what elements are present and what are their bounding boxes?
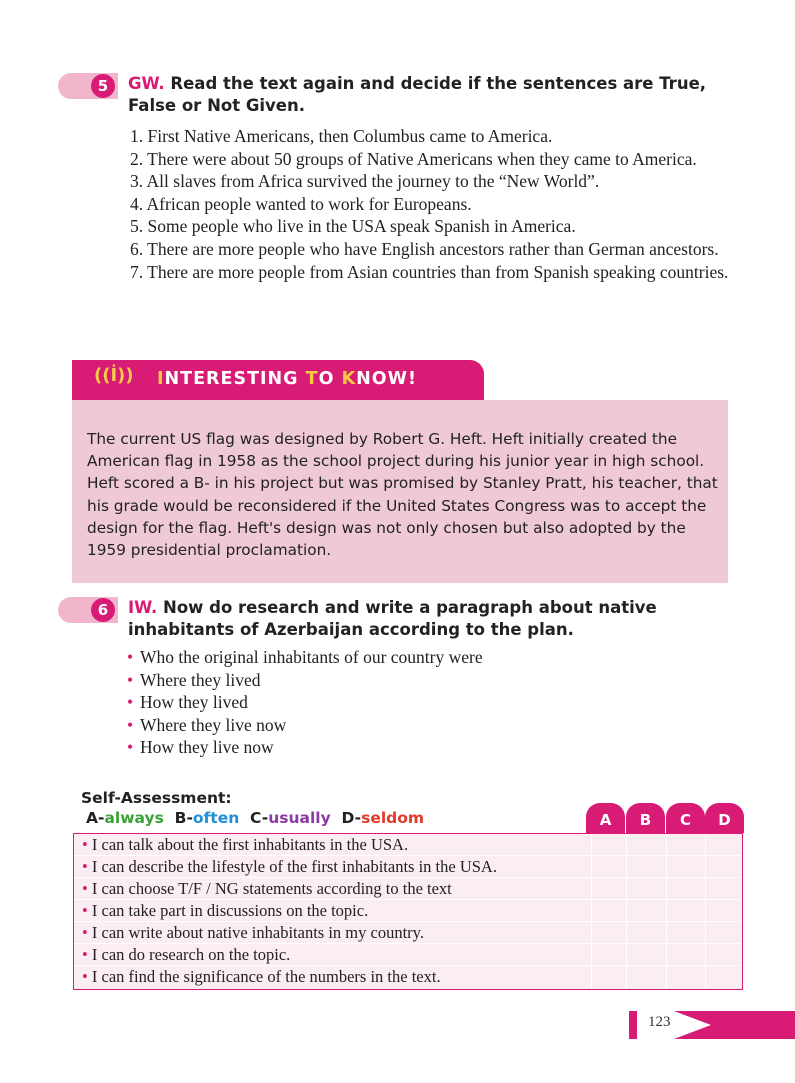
exercise-title [128, 597, 738, 641]
column-header-d: D [705, 803, 744, 833]
statement-item: 3. All slaves from Africa survived the journey to the “New World”. [130, 171, 600, 192]
exercise-tag: GW. [128, 74, 165, 93]
exercise-instruction: Read the text again and decide if the sentences are True, False or Not Given. [128, 74, 707, 115]
table-row: • I can take part in discussions on the topic. [74, 900, 741, 922]
plan-list [127, 646, 727, 759]
interesting-to-know-title: INTERESTING TO KNOW! [157, 369, 417, 389]
statement-item: 4. African people wanted to work for Europeans. [130, 193, 472, 214]
page-marker-bar [629, 1011, 637, 1039]
statement-item: 5. Some people who live in the USA speak Spanish in America. [130, 216, 576, 237]
exercise-instruction: Now do research and write a paragraph about native inhabitants of Azerbaijan according to the plan. [128, 598, 657, 639]
self-assessment-legend: A-always B-often C-usually D-seldom [86, 809, 425, 827]
table-row: • I can describe the lifestyle of the first inhabitants in the USA. [74, 856, 741, 878]
statement-cell: I can do research on the topic. [91, 945, 291, 964]
exercise-tag: IW. [128, 598, 158, 617]
table-row: • I can find the significance of the numbers in the text. [82, 967, 441, 986]
column-header-a: A [586, 803, 625, 833]
table-row: • I can talk about the first inhabitants in the USA. [74, 834, 741, 856]
statement-cell: I can choose T/F / NG statements according to the text [91, 879, 452, 898]
table-row: • I can write about native inhabitants in my country. [74, 922, 741, 944]
exercise-title [128, 73, 738, 117]
statement-cell: I can talk about the first inhabitants in the USA. [91, 835, 409, 854]
table-row: • I can choose T/F / NG statements according to the text [74, 878, 741, 900]
statement-cell: I can describe the lifestyle of the first inhabitants in the USA. [91, 857, 497, 876]
self-assessment-table [73, 833, 743, 990]
signal-icon: ((İ)) [94, 365, 134, 386]
table-row: • I can do research on the topic. [74, 944, 741, 966]
statement-item: 7. There are more people from Asian countries than from Spanish speaking countries. [130, 261, 729, 282]
self-assessment-title: Self-Assessment: [81, 789, 232, 807]
exercise-5-header [58, 73, 738, 117]
exercise-number-badge: 5 [91, 74, 115, 98]
exercise-6-header [58, 597, 738, 641]
statements-list [130, 125, 730, 283]
statement-cell: I can write about native inhabitants in my country. [91, 923, 424, 942]
column-header-c: C [666, 803, 705, 833]
column-header-b: B [626, 803, 665, 833]
plan-item: • How they lived [127, 692, 248, 712]
interesting-to-know-header [72, 360, 484, 400]
exercise-number-badge: 6 [91, 598, 115, 622]
plan-item: • Where they lived [127, 669, 261, 690]
plan-item: • Where they live now [127, 714, 287, 735]
statement-item: 6. There are more people who have English ancestors rather than German ancestors. [130, 238, 719, 259]
plan-item: • How they live now [127, 737, 274, 757]
statement-cell: I can find the significance of the numbers in the text. [91, 967, 441, 986]
page-arrow-icon [666, 1011, 795, 1039]
statement-item: 1. First Native Americans, then Columbus came to America. [130, 126, 553, 146]
interesting-fact-text: The current US flag was designed by Robert G. Heft. Heft initially created the American flag in 1958 as the school project during his junior year in high school. Heft scored a B- in his project but was promised by Stanley Pratt, his teacher, that his grade would be reconsidered if the United States Congress was to accept the design for the flag. Heft's design was not only chosen but also adopted by the 1959 presidential proclamation. [87, 430, 718, 560]
page-number: 123 [648, 1014, 671, 1030]
statement-cell: I can take part in discussions on the topic. [91, 901, 369, 920]
plan-item: • Who the original inhabitants of our country were [127, 647, 483, 667]
statement-item: 2. There were about 50 groups of Native Americans when they came to America. [130, 148, 697, 169]
interesting-to-know-box [72, 400, 728, 583]
